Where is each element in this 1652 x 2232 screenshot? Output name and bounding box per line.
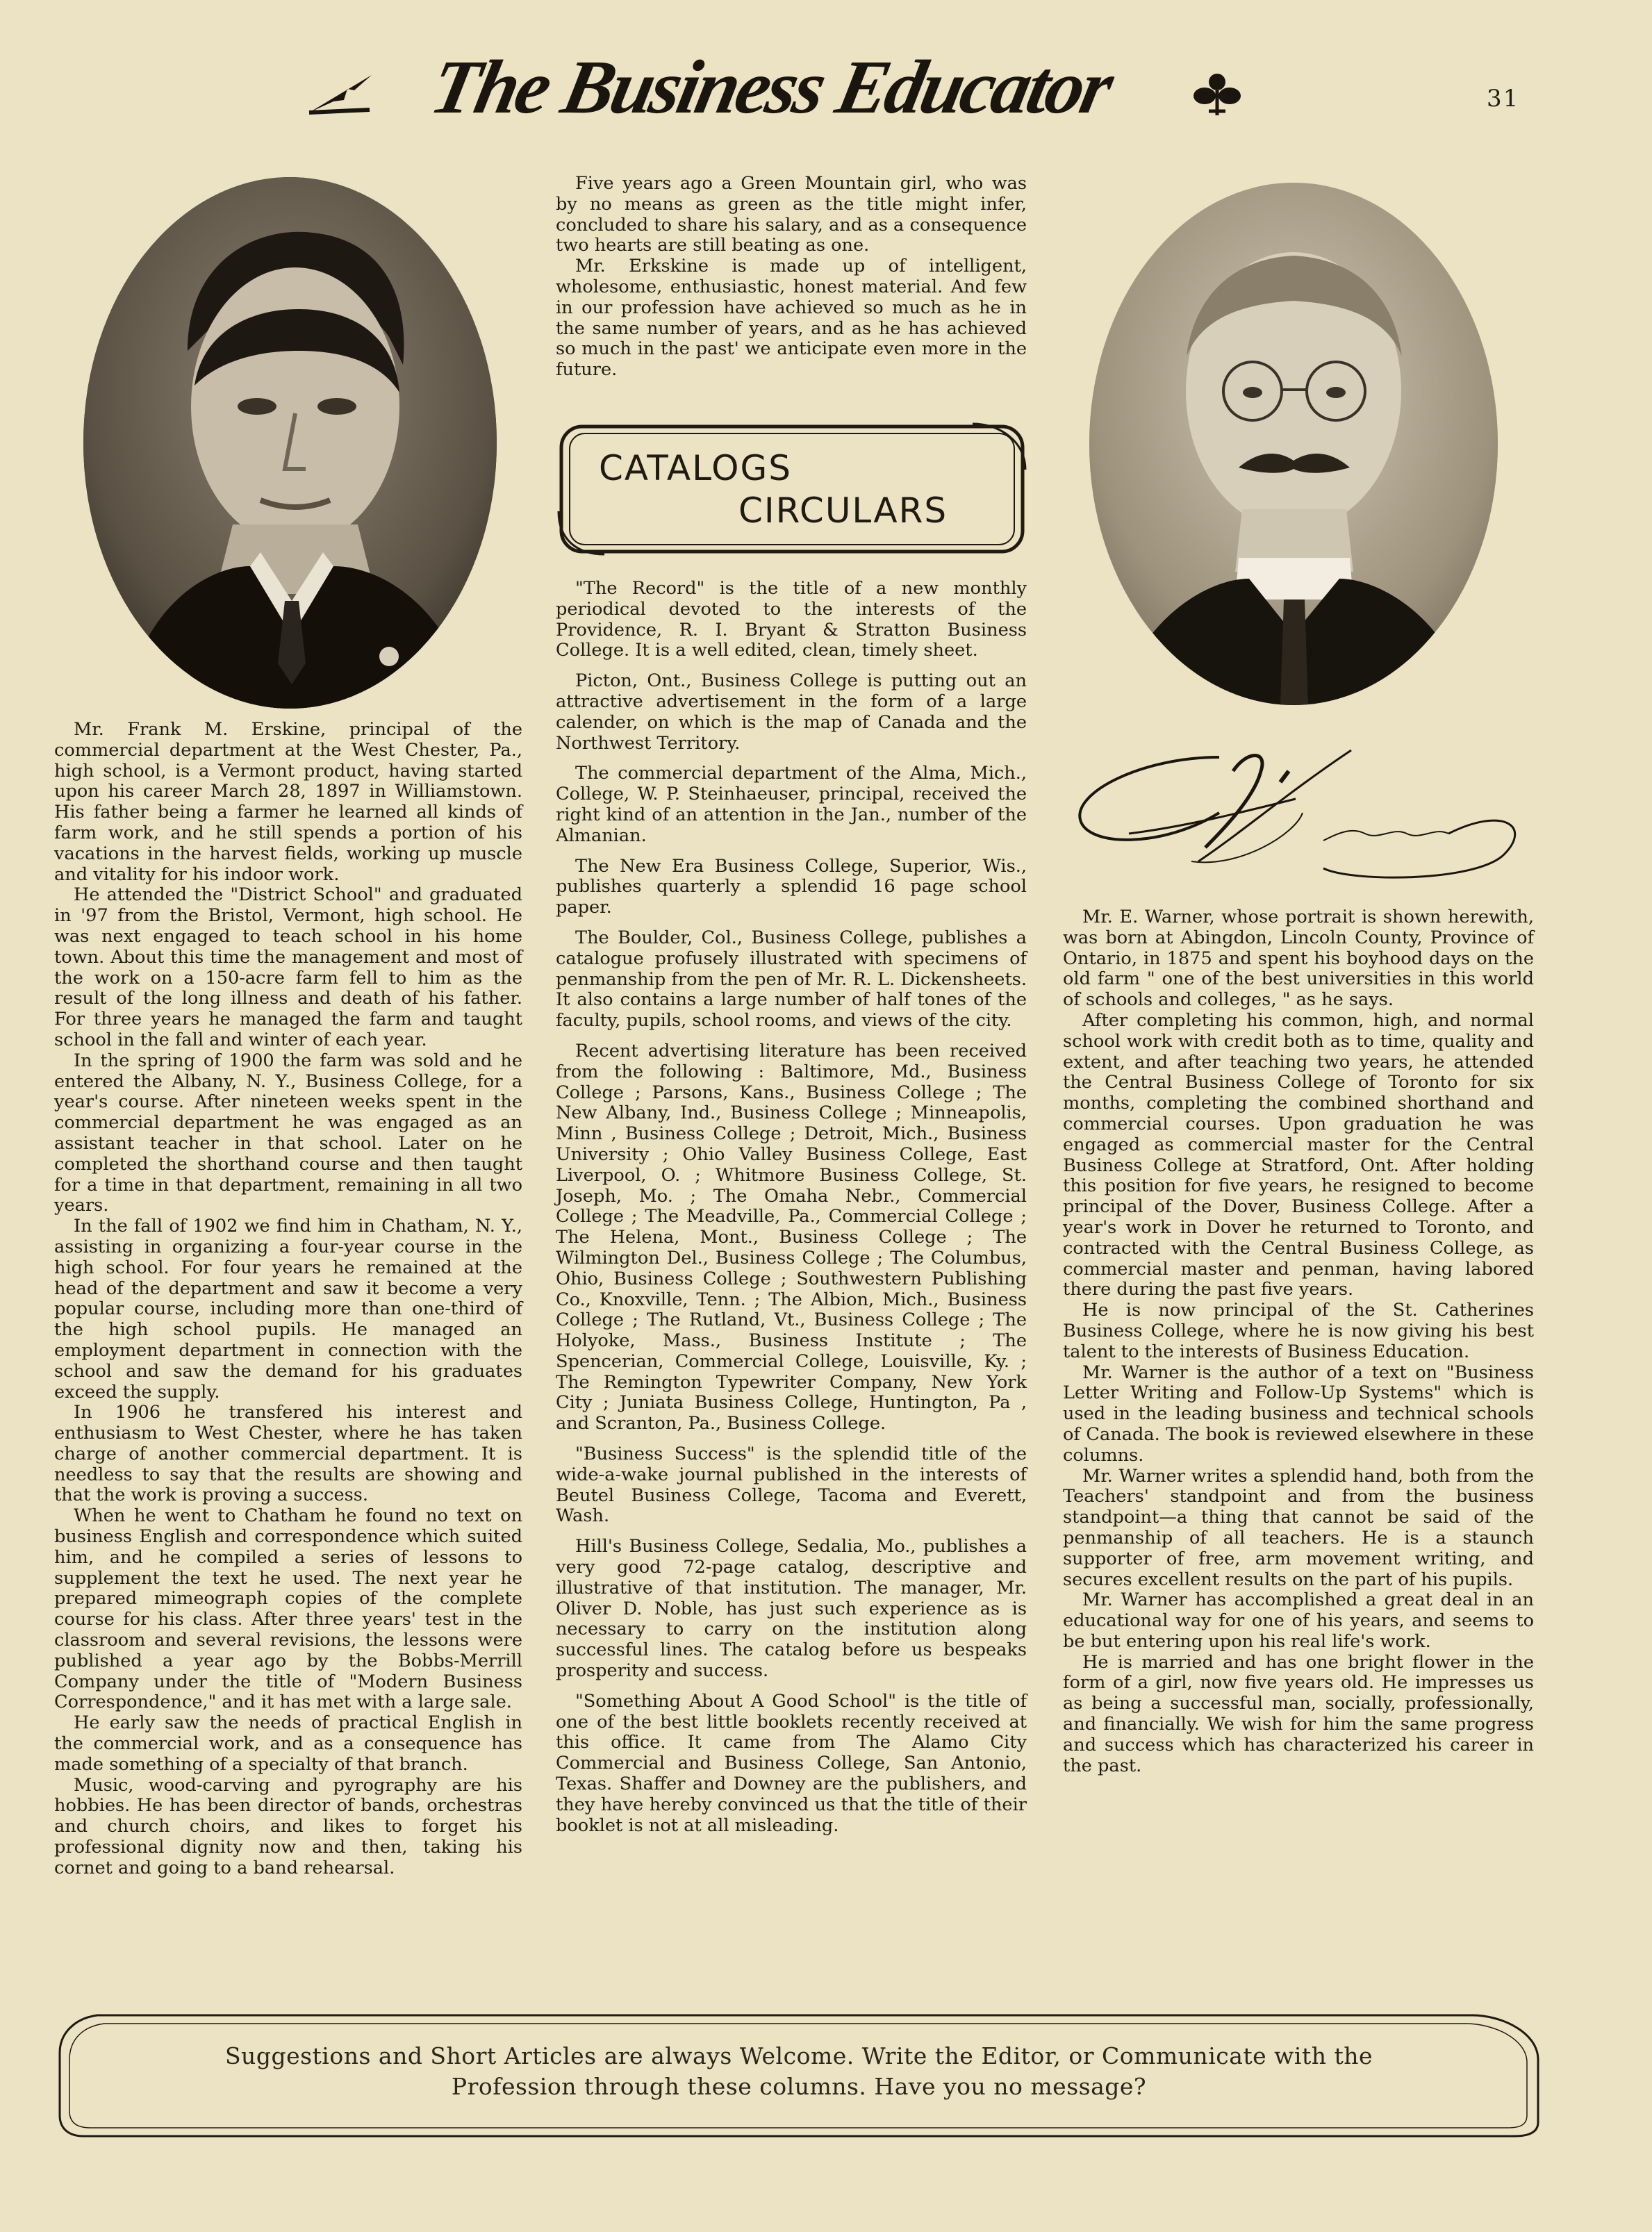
- warner-biography-text: [1063, 907, 1534, 1776]
- paragraph: Recent advertising literature has been received from the following : Baltimore, Md., Business College ; Parsons, Kans., Business College ; The New Albany, Ind., Business College ; Minneapolis, Minn , Business College ; Detroit, Mich., Business University ; Ohio Valley Business College, East Liverpool, O. ; Whitmore Business College, St. Joseph, Mo. ; The Omaha Nebr., Commercial College ; The Meadville, Pa., Commercial College ; The Helena, Mont., Business College ; The Wilmington Del., Business College ; The Columbus, Ohio, Business College ; Southwestern Publishing Co., Knoxville, Tenn. ; The Albion, Mich., Business College ; The Rutland, Vt., Business College ; The Holyoke, Mass., Business Institute ; The Spencerian, Commercial College, Louisville, Ky. ; The Remington Typewriter Company, New York City ; Juniata Business College, Huntington, Pa , and Scranton, Pa., Business College.: [556, 1040, 1027, 1435]
- paragraph: The New Era Business College, Superior, Wis., publishes quarterly a splendid 16 page school paper.: [556, 855, 1027, 918]
- page-number: 31: [1487, 85, 1520, 113]
- paragraph: The commercial department of the Alma, Mich., College, W. P. Steinhaeuser, principal, received the right kind of an attention in the Jan., number of the Almanian.: [556, 763, 1027, 846]
- paragraph: He early saw the needs of practical English in the commercial work, and as a consequence has made something of a specialty of that branch.: [54, 1712, 522, 1775]
- warner-signature: [1059, 729, 1539, 889]
- footer-notice: [111, 2041, 1487, 2102]
- catalogs-heading-frame: [556, 421, 1028, 557]
- paragraph: He is now principal of the St. Catherines Business College, where he is now giving his best talent to the interests of Business Education.: [1063, 1300, 1534, 1362]
- paragraph: "Business Success" is the splendid title of the wide-a-wake journal published in the interests of Beutel Business College, Tacoma and Everett, Wash.: [556, 1444, 1027, 1527]
- paragraph: He is married and has one bright flower in the form of a girl, now five years old. He impresses us as being a successful man, socially, professionally, and financially. We wish for him the same progress and success which has characterized his career in the past.: [1063, 1651, 1534, 1776]
- paragraph: The Boulder, Col., Business College, publishes a catalogue profusely illustrated with specimens of penmanship from the pen of Mr. R. L. Dickensheets. It also contains a large number of half tones of the faculty, pupils, school rooms, and views of the city.: [556, 927, 1027, 1032]
- paragraph: In the fall of 1902 we find him in Chatham, N. Y., assisting in organizing a four-year course in the high school. For four years he remained at the head of the department and saw it become a very popular course, including more than one-third of the high school pupils. He managed an employment department in connection with the school and saw the demand for his graduates exceed the supply.: [54, 1216, 522, 1403]
- paragraph: In the spring of 1900 the farm was sold and he entered the Albany, N. Y., Business College, for a year's course. After nineteen weeks spent in the commercial department he was engaged as an assistant teacher in that school. Later on he completed the shorthand course and then taught for a time in that department, remaining in all two years.: [54, 1050, 522, 1216]
- catalogs-column-text: [556, 579, 1027, 1836]
- paragraph: "The Record" is the title of a new monthly periodical devoted to the interests of the Providence, R. I. Bryant & Stratton Business College. It is a well edited, clean, timely sheet.: [556, 578, 1027, 661]
- paragraph: Mr. Frank M. Erskine, principal of the commercial department at the West Chester, Pa., high school, is a Vermont product, having started upon his career March 28, 1897 in Williamstown. His father being a farmer he learned all kinds of farm work, and he still spends a portion of his vacations in the harvest fields, working up muscle and vitality for his indoor work.: [54, 719, 522, 885]
- footer-line: Profession through these columns. Have you no message?: [451, 2073, 1147, 2100]
- paragraph: He attended the "District School" and graduated in '97 from the Bristol, Vermont, high school. He was next engaged to teach school in his home town. About this time the management and most of the work on a 150-acre farm fell to him as the result of the long illness and death of his father. For three years he managed the farm and taught school in the fall and winter of each year.: [54, 884, 522, 1050]
- paragraph: Five years ago a Green Mountain girl, who was by no means as green as the title might infer, concluded to share his salary, and as a consequence two hearts are still beating as one.: [556, 173, 1027, 256]
- paragraph: Mr. Warner has accomplished a great deal in an educational way for one of his years, and seems to be but entering upon his real life's work.: [1063, 1589, 1534, 1652]
- masthead-title: The Business Educator: [424, 44, 1118, 129]
- masthead: [0, 0, 1652, 146]
- erskine-biography-text: [54, 720, 522, 1879]
- paragraph: When he went to Chatham he found no text on business English and correspondence which suited him, and he compiled a series of lessons to supplement the text he used. The next year he prepared mimeograph copies of the complete course for his class. After three years' test in the classroom and several revisions, the lessons were published a year ago by the Bobbs-Merrill Company under the title of "Modern Business Correspondence," and it has met with a large sale.: [54, 1505, 522, 1713]
- fleuron-icon: [1189, 69, 1245, 118]
- quill-icon: [306, 69, 375, 118]
- paragraph: Music, wood-carving and pyrography are his hobbies. He has been director of bands, orchestras and church choirs, and likes to forget his professional dignity now and then, taking his cornet and going to a band rehearsal.: [54, 1774, 522, 1878]
- paragraph: After completing his common, high, and normal school work with credit both as to time, quality and extent, and after teaching two years, he attended the Central Business College of Toronto for six months, completing the combined shorthand and commercial courses. Upon graduation he was engaged as commercial master for the Central Business College at Stratford, Ont. After holding this position for five years, he resigned to become principal of the Dover, Business College. After a year's work in Dover he returned to Toronto, and contracted with the Central Business College, as commercial master and penman, having labored there during the past five years.: [1063, 1009, 1534, 1300]
- paragraph: Mr. Erkskine is made up of intelligent, wholesome, enthusiastic, honest material. And few in our profession have achieved so much as he in the same number of years, and as he has achieved so much in the past' we anticipate even more in the future.: [556, 256, 1027, 381]
- circulars-heading: CIRCULARS: [738, 490, 948, 531]
- paragraph: Mr. Warner is the author of a text on "Business Letter Writing and Follow-Up Systems" which is used in the leading business and technical schools of Canada. The book is reviewed elsewhere in these columns.: [1063, 1362, 1534, 1466]
- paragraph: "Something About A Good School" is the title of one of the best little booklets recently received at this office. It came from The Alamo City Commercial and Business College, San Antonio, Texas. Shaffer and Downey are the publishers, and they have hereby convinced us that the title of their booklet is not at all misleading.: [556, 1690, 1027, 1836]
- portrait-erskine: [83, 177, 497, 709]
- catalogs-heading: CATALOGS: [599, 448, 793, 488]
- erskine-continued-text: [556, 174, 1027, 381]
- paragraph: Mr. Warner writes a splendid hand, both from the Teachers' standpoint and from the business standpoint—a thing that cannot be said of the penmanship of all teachers. He is a staunch supporter of free, arm movement writing, and secures excellent results on the part of his pupils.: [1063, 1465, 1534, 1590]
- paragraph: Mr. E. Warner, whose portrait is shown herewith, was born at Abingdon, Lincoln County, Province of Ontario, in 1875 and spent his boyhood days on the old farm " one of the best universities in this world of schools and colleges, " as he says.: [1063, 907, 1534, 1011]
- portrait-warner: [1089, 183, 1498, 705]
- paragraph: In 1906 he transfered his interest and enthusiasm to West Chester, where he has taken charge of another commercial department. It is needless to say that the results are showing and that the work is proving a success.: [54, 1402, 522, 1506]
- footer-line: Suggestions and Short Articles are always Welcome. Write the Editor, or Communicate with the: [224, 2042, 1373, 2069]
- paragraph: Picton, Ont., Business College is putting out an attractive advertisement in the form of a large calender, on which is the map of Canada and the Northwest Territory.: [556, 670, 1027, 754]
- paragraph: Hill's Business College, Sedalia, Mo., publishes a very good 72-page catalog, descriptive and illustrative of that institution. The manager, Mr. Oliver D. Noble, has just such experience as is necessary to carry on the institution along successful lines. The catalog before us bespeaks prosperity and success.: [556, 1536, 1027, 1682]
